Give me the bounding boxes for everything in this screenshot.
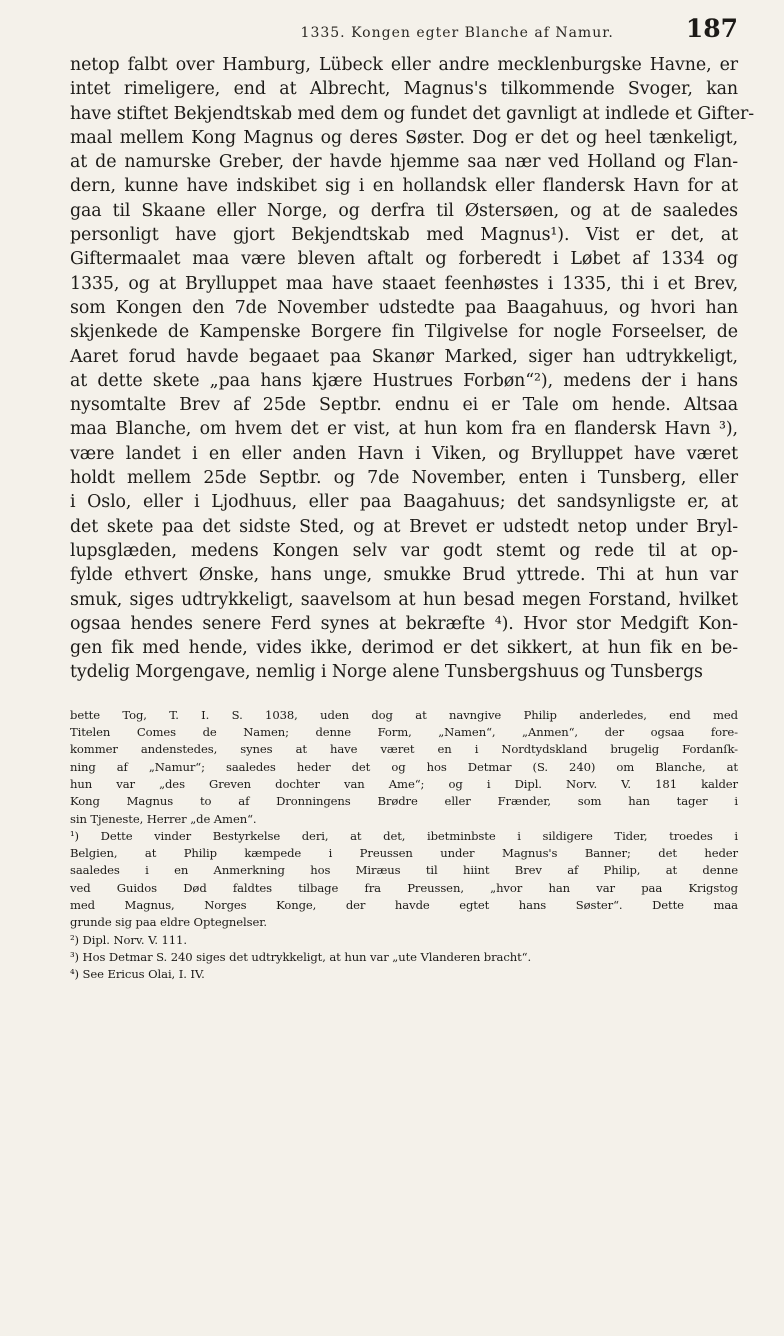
footnote-line: bette Tog, T. I. S. 1038, uden dog at navngive Philip anderledes, end med [70,707,738,722]
text-line: dern, kunne have indskibet sig i en hollandsk eller flandersk Havn for at [70,176,738,197]
footnote-line: saaledes i en Anmerkning hos Miræus til hiint Brev af Philip, at denne [70,863,738,878]
footnotes [70,707,738,984]
text-line: ogsaa hendes senere Ferd synes at bekræfte ⁴). Hvor stor Medgift Kon- [70,613,738,634]
text-line: maal mellem Kong Magnus og deres Søster. Dog er det og heel tænkeligt, [70,127,738,148]
footnote-line: kommer andenstedes, synes at have været en i Nordtydskland brugelig Fordanſk- [70,742,738,757]
footnote-line: ³) Hos Detmar S. 240 siges det udtrykkeligt, at hun var „ute Vlanderen bracht“. [70,949,532,964]
main-text [70,53,755,685]
text-line: at dette skete „paa hans kjære Hustrues Forbøn“²), medens der i hans [70,370,738,391]
text-line: smuk, siges udtrykkeligt, saavelsom at hun besad megen Forstand, hvilket [70,589,738,610]
text-line: som Kongen den 7de November udstedte paa Baagahuus, og hvori han [70,297,738,318]
text-line: i Oslo, eller i Ljodhuus, eller paa Baagahuus; det sandsynligste er, at [70,492,738,513]
text-line: nysomtalte Brev af 25de Septbr. endnu ei er Tale om hende. Altsaa [70,395,738,416]
running-header [70,14,738,43]
footnote-line: Kong Magnus to af Dronningens Brødre eller Frænder, som han tager i [70,794,738,809]
footnote-line: Titelen Comes de Namen; denne Form, „Namen“, „Anmen“, der ogsaa fore- [70,725,738,740]
text-line: maa Blanche, om hvem det er vist, at hun kom fra en flandersk Havn ³), [70,419,738,440]
text-line: gen fik med hende, vides ikke, derimod er det sikkert, at hun fik en be- [70,638,738,659]
text-line: Aaret forud havde begaaet paa Skanør Marked, siger han udtrykkeligt, [70,346,738,367]
text-line: Giftermaalet maa være bleven aftalt og forberedt i Løbet af 1334 og [70,249,738,270]
text-line: gaa til Skaane eller Norge, og derfra til Østersøen, og at de saaledes [70,200,738,221]
text-line: netop falbt over Hamburg, Lübeck eller andre mecklenburgske Havne, er [70,55,738,75]
text-line: det skete paa det sidste Sted, og at Brevet er udstedt netop under Bryl- [70,516,738,537]
footnote-line: grunde sig paa eldre Optegnelser. [70,915,268,930]
text-line: lupsglæden, medens Kongen selv var godt stemt og rede til at op- [70,540,738,561]
footnote-line: ved Guidos Død faldtes tilbage fra Preussen, „hvor han var paa Krigstog [70,880,738,895]
text-line: have stiftet Bekjendtskab med dem og fundet det gavnligt at indlede et Gifter- [70,103,755,124]
footnote-line: ¹) Dette vinder Bestyrkelse deri, at det, ibetminbste i sildigere Tider, troedes i [70,828,738,843]
text-line: tydelig Morgengave, nemlig i Norge alene Tunsbergshuus og Tunsbergs [70,662,703,683]
section-gap [70,685,738,707]
running-title: 1335. Kongen egter Blanche af Namur. [300,25,614,41]
page-number: 187 [685,14,738,43]
text-line: at de namurske Greber, der havde hjemme saa nær ved Holland og Flan- [70,152,738,173]
footnote-line: hun var „des Greven dochter van Ame“; og i Dipl. Norv. V. 181 kalder [70,776,738,791]
text-line: intet rimeligere, end at Albrecht, Magnus's tilkommende Svoger, kan [70,79,738,100]
text-line: 1335, og at Brylluppet maa have staaet feenhøstes i 1335, thi i et Brev, [70,273,738,294]
footnote-line: med Magnus, Norges Konge, der havde egtet hans Søster“. Dette maa [70,897,738,912]
footnote-line: ⁴) See Ericus Olai, I. IV. [70,967,205,982]
text-line: skjenkede de Kampenske Borgere fin Tilgivelse for nogle Forseelser, de [70,322,738,343]
text-line: holdt mellem 25de Septbr. og 7de November, enten i Tunsberg, eller [70,468,738,489]
footnote-line: ning af „Namur“; saaledes heder det og hos Detmar (S. 240) om Blanche, at [70,759,738,774]
text-line: personligt have gjort Bekjendtskab med Magnus¹). Vist er det, at [70,225,738,246]
footnote-line: Belgien, at Philip kæmpede i Preussen under Magnus's Banner; det heder [70,846,738,861]
text-line: være landet i en eller anden Havn i Viken, og Brylluppet have været [70,443,738,464]
footnote-line: sin Tjeneste, Herrer „de Amen“. [70,811,257,826]
footnote-line: ²) Dipl. Norv. V. 111. [70,932,187,947]
text-line: fylde ethvert Ønske, hans unge, smukke Brud yttrede. Thi at hun var [70,565,738,586]
